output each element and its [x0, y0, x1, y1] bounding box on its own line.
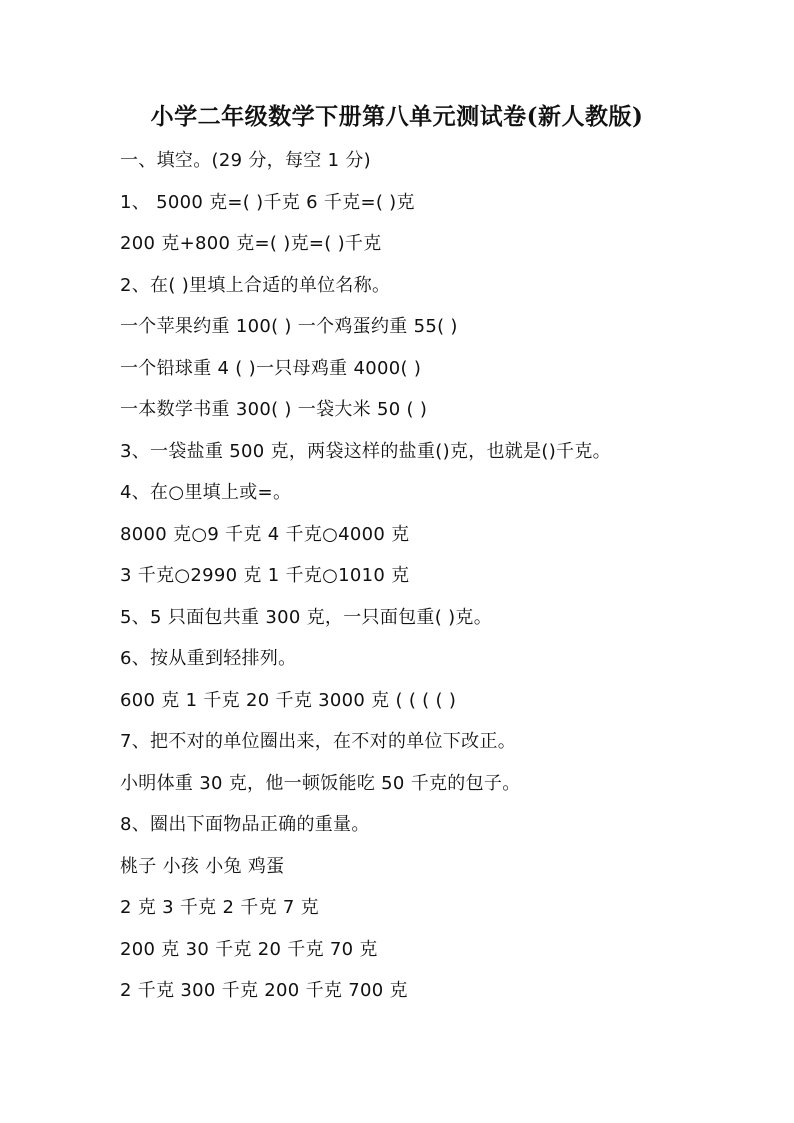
question-8-option-row-2: 200 克 30 千克 20 千克 70 克 — [120, 938, 378, 960]
question-5: 5、5 只面包共重 300 克，一只面包重( )克。 — [120, 606, 492, 628]
question-2-prompt: 2、在( )里填上合适的单位名称。 — [120, 274, 391, 296]
page-title: 小学二年级数学下册第八单元测试卷(新人教版) — [150, 103, 644, 130]
question-8-prompt: 8、圈出下面物品正确的重量。 — [120, 814, 370, 835]
question-6-items: 600 克 1 千克 20 千克 3000 克 ( ( ( ( ) — [120, 689, 457, 711]
question-2-line-2: 一个铅球重 4 ( )一只母鸡重 4000( ) — [120, 357, 422, 379]
question-7-prompt: 7、把不对的单位圈出来，在不对的单位下改正。 — [120, 731, 517, 752]
question-3: 3、一袋盐重 500 克，两袋这样的盐重()克，也就是()千克。 — [120, 440, 611, 462]
question-2-line-3: 一本数学书重 300( ) 一袋大米 50 ( ) — [120, 399, 428, 420]
question-8-items: 桃子 小孩 小兔 鸡蛋 — [120, 855, 285, 877]
document-body — [120, 145, 780, 1017]
question-1-line-1: 1、 5000 克=( )千克 6 千克=( )克 — [120, 191, 415, 213]
question-1-line-2: 200 克+800 克=( )克=( )千克 — [120, 233, 382, 254]
section-heading-fill-blanks: 一、填空。(29 分，每空 1 分) — [120, 150, 371, 171]
question-4-line-2: 3 千克○2990 克 1 千克○1010 克 — [120, 565, 410, 586]
question-4-prompt: 4、在○里填上或=。 — [120, 482, 292, 503]
question-2-line-1: 一个苹果约重 100( ) 一个鸡蛋约重 55( ) — [120, 316, 458, 337]
question-8-option-row-1: 2 克 3 千克 2 千克 7 克 — [120, 897, 319, 918]
question-4-line-1: 8000 克○9 千克 4 千克○4000 克 — [120, 523, 410, 545]
question-8-option-row-3: 2 千克 300 千克 200 千克 700 克 — [120, 980, 408, 1001]
question-7-sentence: 小明体重 30 克，他一顿饭能吃 50 千克的包子。 — [120, 772, 521, 794]
question-6-prompt: 6、按从重到轻排列。 — [120, 648, 297, 669]
